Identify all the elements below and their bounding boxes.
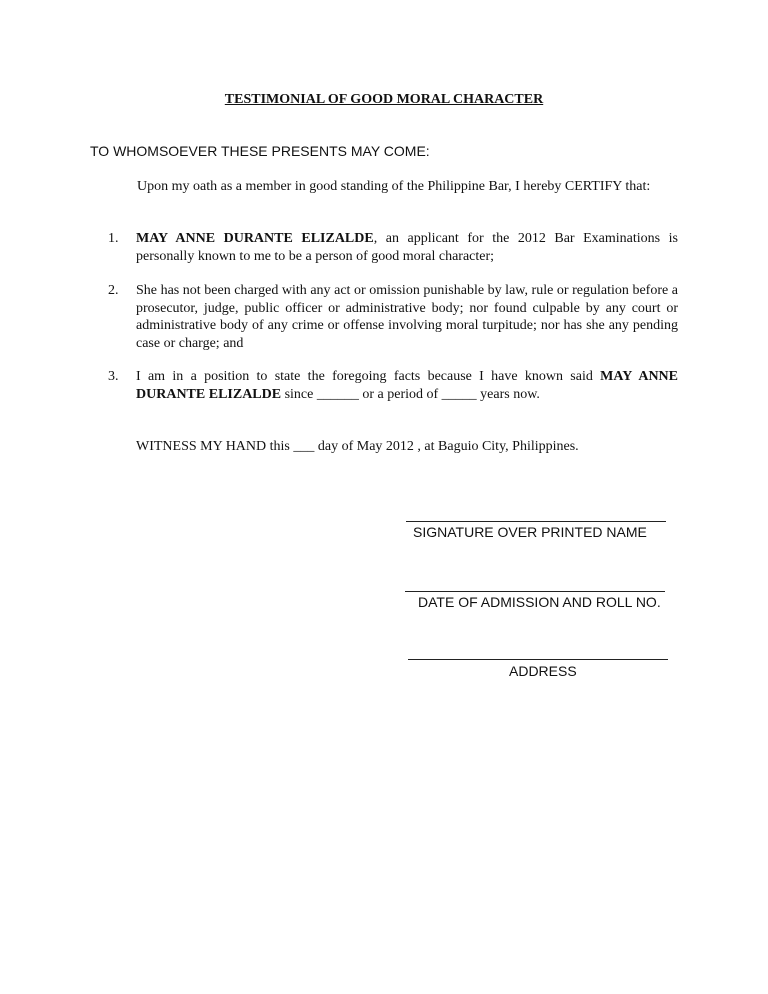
list-item [108, 282, 678, 352]
item-number: 1. [108, 231, 119, 246]
salutation: TO WHOMSOEVER THESE PRESENTS MAY COME: [90, 143, 430, 159]
list-item [108, 368, 678, 403]
document-title: TESTIMONIAL OF GOOD MORAL CHARACTER [224, 92, 544, 107]
item-body-end: since ______ or a period of _____ years now. [281, 386, 540, 402]
date-of-admission-line [405, 591, 665, 592]
item-number: 3. [108, 369, 119, 384]
applicant-name: MAY ANNE DURANTE ELIZALDE [136, 369, 679, 402]
intro-paragraph: Upon my oath as a member in good standing of the Philippine Bar, I hereby CERTIFY that: [137, 179, 651, 194]
item-body-start: I am in a position to state the foregoing facts because I have known said [136, 369, 601, 384]
date-of-admission-label: DATE OF ADMISSION AND ROLL NO. [418, 594, 661, 610]
item-text: She has not been charged with any act or omission punishable by law, rule or regulation before a prosecutor, judge, public officer or administrative body; nor found culpable by any court or administrative body of any crime or offense involving moral turpitude; nor has she any pending case or charge; and [136, 283, 678, 351]
item-number: 2. [108, 283, 119, 298]
signature-line [406, 521, 666, 522]
item-body: , an applicant for the 2012 Bar Examinations is personally known to me to be a person of good moral character; [136, 231, 678, 264]
witness-line: WITNESS MY HAND this ___ day of May 2012 , at Baguio City, Philippines. [136, 439, 579, 454]
signature-label: SIGNATURE OVER PRINTED NAME [413, 524, 647, 540]
item-text [136, 368, 678, 403]
list-item [108, 230, 678, 265]
address-label: ADDRESS [509, 663, 577, 679]
address-line [408, 659, 668, 660]
item-text [136, 230, 678, 265]
applicant-name: MAY ANNE DURANTE ELIZALDE [136, 231, 374, 246]
